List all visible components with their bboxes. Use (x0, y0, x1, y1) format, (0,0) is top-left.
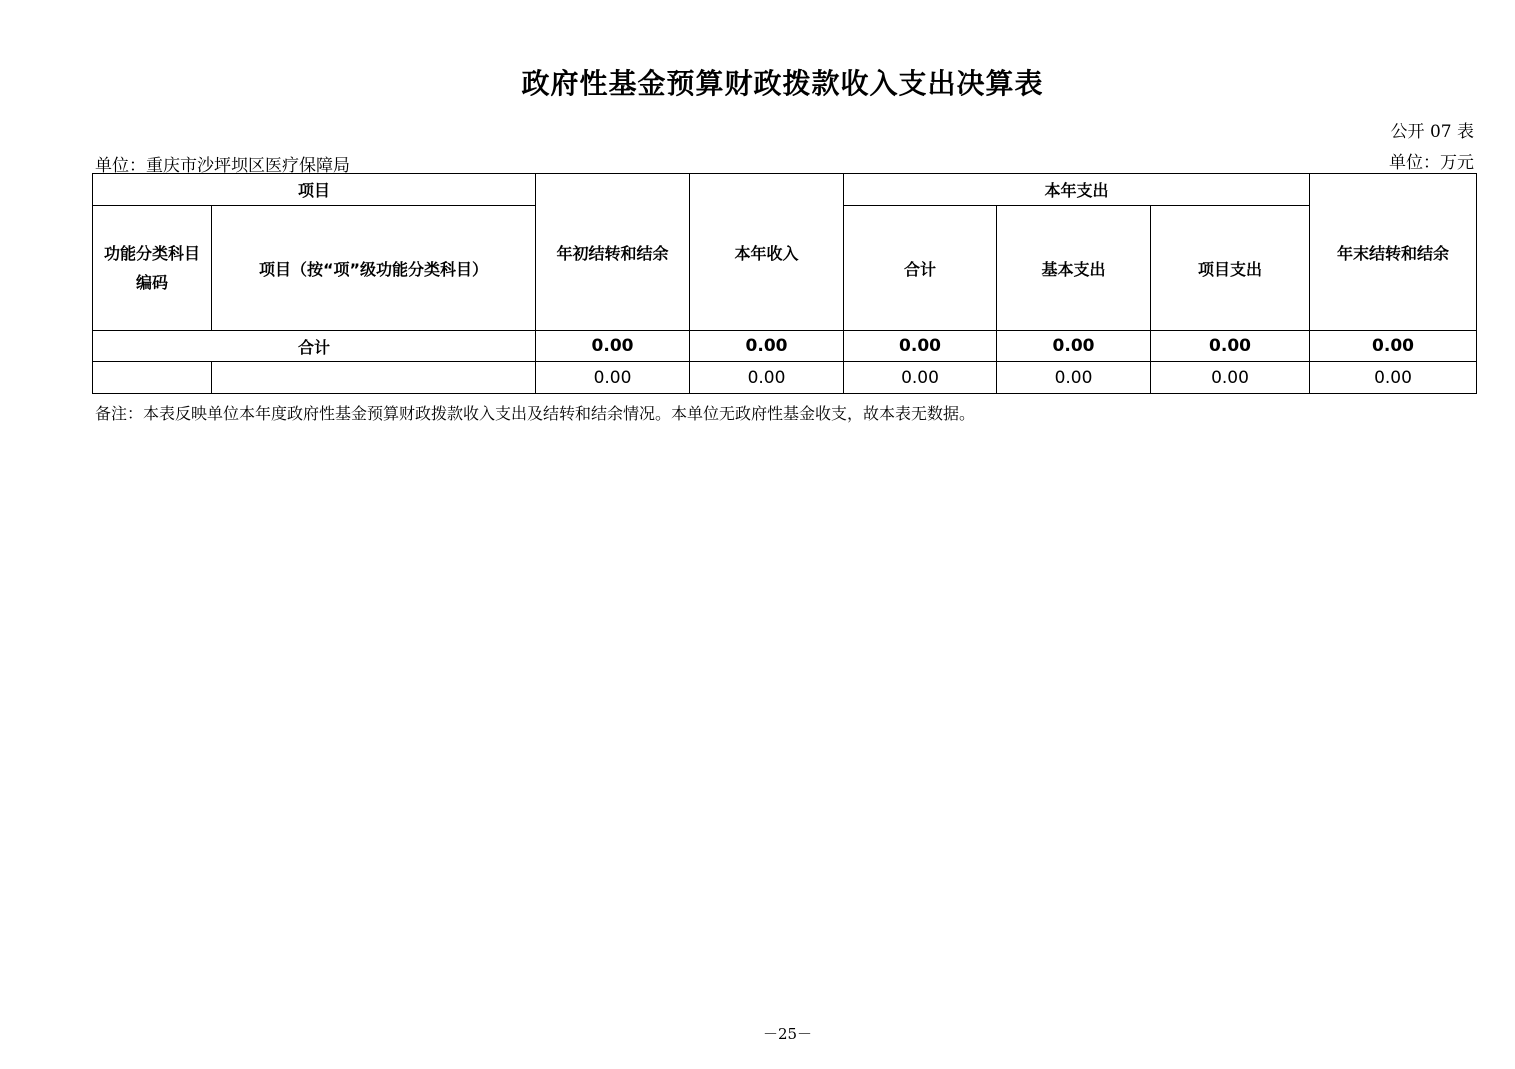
total-label: 合计 (93, 331, 536, 362)
table-code: 公开 07 表 (1390, 122, 1474, 142)
reporting-unit: 单位：重庆市沙坪坝区医疗保障局 (95, 156, 350, 176)
row-func-code (93, 362, 212, 394)
total-income: 0.00 (690, 331, 844, 362)
total-begin-balance: 0.00 (536, 331, 690, 362)
budget-table (92, 173, 1477, 394)
header-func-code-line2: 编码 (135, 273, 168, 292)
row-expense-basic: 0.00 (997, 362, 1151, 394)
total-end-balance: 0.00 (1310, 331, 1477, 362)
row-income: 0.00 (690, 362, 844, 394)
row-expense-project: 0.00 (1151, 362, 1310, 394)
header-func-code (93, 206, 212, 331)
header-expense-basic: 基本支出 (997, 206, 1151, 331)
header-func-code-line1: 功能分类科目 (103, 244, 200, 263)
total-expense-total: 0.00 (844, 331, 997, 362)
row-end-balance: 0.00 (1310, 362, 1477, 394)
table-note: 备注：本表反映单位本年度政府性基金预算财政拨款收入支出及结转和结余情况。本单位无政府性基金收支，故本表无数据。 (95, 404, 976, 423)
row-project-name (212, 362, 536, 394)
row-expense-total: 0.00 (844, 362, 997, 394)
total-expense-project: 0.00 (1151, 331, 1310, 362)
header-expense-group: 本年支出 (844, 174, 1310, 206)
table-row (93, 362, 1477, 394)
header-project-group: 项目 (93, 174, 536, 206)
total-expense-basic: 0.00 (997, 331, 1151, 362)
header-expense-total: 合计 (844, 206, 997, 331)
header-income: 本年收入 (690, 174, 844, 331)
header-begin-balance: 年初结转和结余 (536, 174, 690, 331)
total-row (93, 331, 1477, 362)
currency-unit: 单位：万元 (1389, 153, 1474, 173)
page-number: －25－ (762, 1025, 813, 1043)
row-begin-balance: 0.00 (536, 362, 690, 394)
page-title: 政府性基金预算财政拨款收入支出决算表 (521, 67, 1044, 100)
header-project-name: 项目（按“项”级功能分类科目） (212, 206, 536, 331)
header-end-balance: 年末结转和结余 (1310, 174, 1477, 331)
header-expense-project: 项目支出 (1151, 206, 1310, 331)
